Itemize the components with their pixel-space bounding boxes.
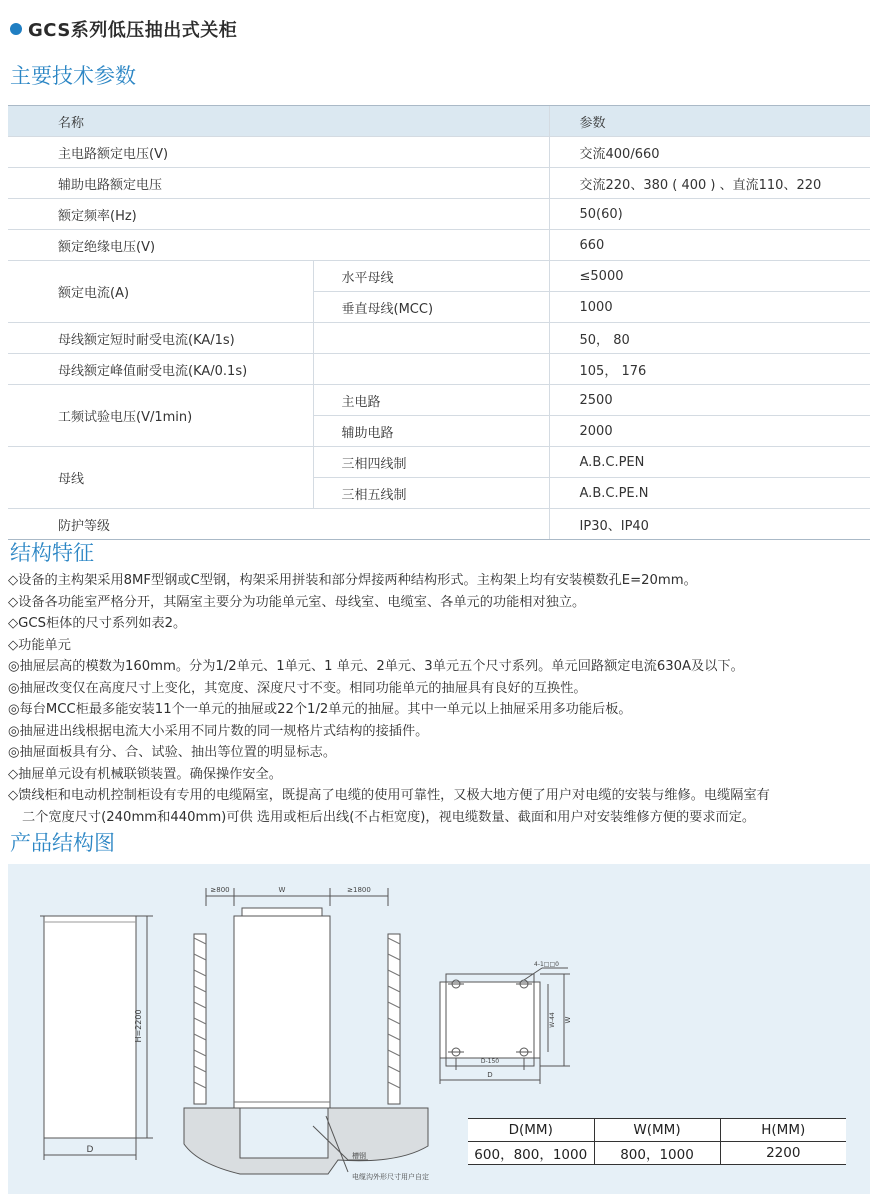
param-subname: 垂直母线(MCC)	[313, 292, 549, 323]
param-value: 交流220、380 ( 400 ) 、直流110、220	[549, 168, 870, 199]
dim-value-d: 600，800，1000	[468, 1142, 594, 1165]
param-value: 2500	[549, 385, 870, 416]
param-value: A.B.C.PE.N	[549, 478, 870, 509]
param-value: A.B.C.PEN	[549, 447, 870, 478]
structure-drawing	[8, 864, 870, 1194]
table-header-row	[8, 106, 870, 137]
depth-label: D	[86, 1145, 94, 1155]
table-row	[8, 137, 870, 168]
param-value: 2000	[549, 416, 870, 447]
param-value: IP30、IP40	[549, 509, 870, 540]
min-rear-clearance-label: ≥1800	[347, 886, 371, 894]
side-view	[184, 888, 428, 1174]
param-subname: 三相五线制	[313, 478, 549, 509]
dim-value-h: 2200	[720, 1142, 846, 1165]
channel-steel-label: 槽钢	[352, 1152, 366, 1160]
param-value: 交流400/660	[549, 137, 870, 168]
table-row	[8, 199, 870, 230]
param-name: 辅助电路额定电压	[8, 168, 549, 199]
param-subname: 辅助电路	[313, 416, 549, 447]
list-item: ◇设备的主构架采用8MF型钢或C型钢，构架采用拼装和部分焊接两种结构形式。主构架上均有安装模数孔E=20mm。	[8, 573, 697, 588]
table-row	[8, 230, 870, 261]
param-value: ≤5000	[549, 261, 870, 292]
table-row	[8, 447, 870, 478]
param-value: 50， 80	[549, 323, 870, 354]
list-item: ◇GCS柜体的尺寸系列如表2。	[8, 616, 187, 631]
header-name: 名称	[8, 106, 549, 137]
section-title-features: 结构特征	[10, 541, 94, 565]
param-subname-empty	[313, 354, 549, 385]
list-item: ◎每台MCC柜最多能安装11个一单元的抽屉或22个1/2单元的抽屉。其中一单元以上抽屉采用多功能后板。	[8, 702, 632, 717]
param-value: 1000	[549, 292, 870, 323]
params-table	[8, 105, 870, 540]
section-title-drawing: 产品结构图	[10, 831, 115, 855]
page-title: GCS系列低压抽出式关柜	[28, 20, 238, 41]
param-name: 母线额定短时耐受电流(KA/1s)	[8, 323, 313, 354]
param-name: 主电路额定电压(V)	[8, 137, 549, 168]
list-item: ◎抽屉面板具有分、合、试验、抽出等位置的明显标志。	[8, 745, 337, 760]
table-row	[8, 354, 870, 385]
list-item: ◇设备各功能室严格分开，其隔室主要分为功能单元室、母线室、电缆室、各单元的功能相对独立。	[8, 594, 586, 610]
features-list	[8, 570, 876, 828]
table-row	[8, 323, 870, 354]
page-header	[10, 16, 237, 42]
list-item: ◎抽屉层高的模数为160mm。分为1/2单元、1单元、1 单元、2单元、3单元五个尺寸系列。单元回路额定电流630A及以下。	[8, 659, 744, 674]
dim-header-h: H(MM)	[720, 1119, 846, 1142]
list-item-continuation: 二个宽度尺寸(240mm和440mm)可供 选用或柜后出线(不占柜宽度)，视电缆数量、截面和用户对安装维修方便的要求而定。	[22, 809, 756, 825]
param-subname: 水平母线	[313, 261, 549, 292]
bullet-dot-icon	[10, 23, 22, 35]
width-label: W	[278, 886, 286, 894]
param-value: 105， 176	[549, 354, 870, 385]
depth-bottom-label: D	[487, 1071, 493, 1079]
param-name: 额定电流(A)	[8, 261, 313, 323]
d-minus-150-label: D-150	[480, 1058, 500, 1065]
table-row	[8, 261, 870, 292]
list-item: ◎抽屉进出线根据电流大小采用不同片数的同一规格片式结构的接插件。	[8, 723, 429, 739]
list-item: ◎抽屉改变仅在高度尺寸上变化，其宽度、深度尺寸不变。相同功能单元的抽屉具有良好的互换性。	[8, 680, 587, 696]
list-item: ◇馈线柜和电动机控制柜设有专用的电缆隔室，既提高了电缆的使用可靠性，又极大地方便了用户对电缆的安装与维修。电缆隔室有	[8, 788, 770, 803]
param-subname: 主电路	[313, 385, 549, 416]
table-row	[8, 385, 870, 416]
param-name: 防护等级	[8, 509, 549, 540]
param-name: 母线	[8, 447, 313, 509]
param-name: 工频试验电压(V/1min)	[8, 385, 313, 447]
table-row	[468, 1142, 846, 1165]
param-value: 50(60)	[549, 199, 870, 230]
table-header-row	[468, 1119, 846, 1142]
param-name: 额定频率(Hz)	[8, 199, 549, 230]
section-title-params: 主要技术参数	[10, 64, 136, 88]
dim-value-w: 800，1000	[594, 1142, 720, 1165]
mounting-holes-label: 4-1□□0	[534, 961, 559, 968]
list-item: ◇功能单元	[8, 637, 71, 653]
param-value: 660	[549, 230, 870, 261]
param-subname: 三相四线制	[313, 447, 549, 478]
table-row	[8, 168, 870, 199]
list-item: ◇抽屉单元设有机械联锁装置。确保操作安全。	[8, 766, 282, 782]
param-name: 额定绝缘电压(V)	[8, 230, 549, 261]
w-minus-44-label: W-44	[549, 1012, 556, 1028]
dim-header-d: D(MM)	[468, 1119, 594, 1142]
cable-trench-note: 电缆沟外形尺寸用户自定	[352, 1173, 429, 1181]
dim-header-w: W(MM)	[594, 1119, 720, 1142]
table-row	[8, 509, 870, 540]
height-label: H=2200	[134, 1009, 143, 1043]
param-subname-empty	[313, 323, 549, 354]
dimensions-table	[468, 1118, 846, 1165]
header-value: 参数	[549, 106, 870, 137]
width-side-label: W	[564, 1016, 572, 1024]
param-name: 母线额定峰值耐受电流(KA/0.1s)	[8, 354, 313, 385]
min-front-clearance-label: ≥800	[210, 886, 230, 894]
